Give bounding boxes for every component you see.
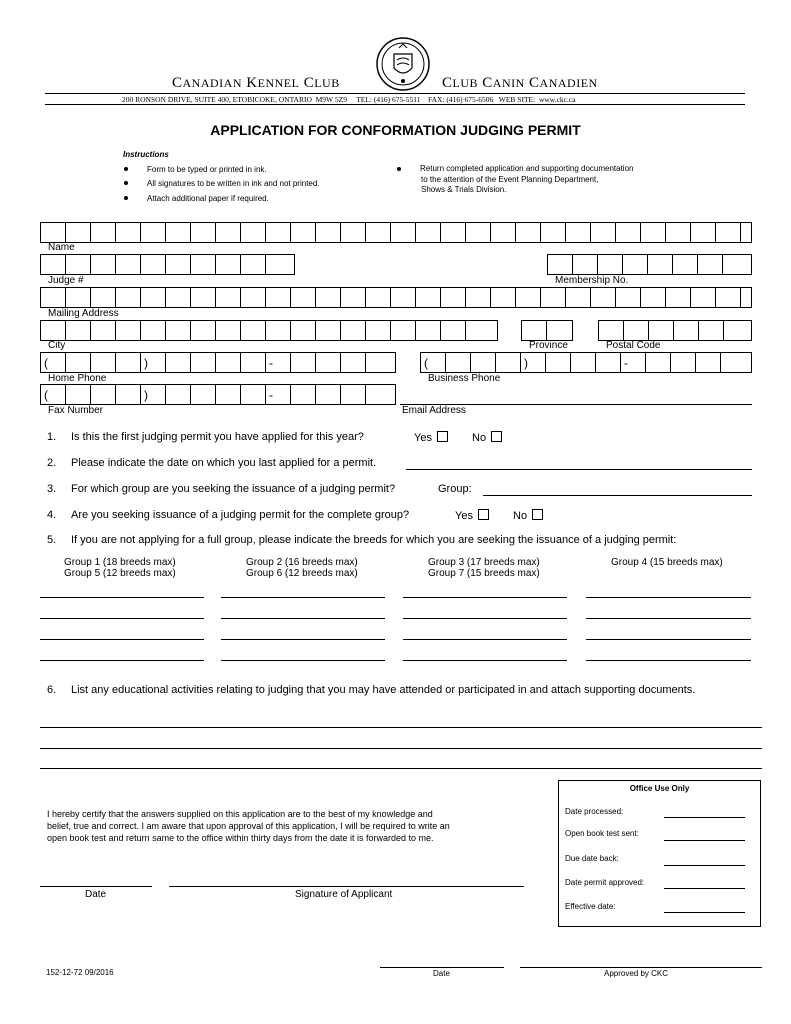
office-item-line[interactable] [664, 912, 745, 913]
q2-answer-line[interactable] [406, 469, 752, 470]
breed-line[interactable] [40, 660, 204, 661]
q6-answer-line[interactable] [40, 768, 762, 769]
breed-line[interactable] [586, 639, 751, 640]
ckc-approval-label: Approved by CKC [604, 969, 669, 978]
judge-number-field[interactable] [40, 254, 295, 275]
email-label: Email Address [402, 405, 466, 416]
breed-line[interactable] [586, 597, 751, 598]
q1-number: 1. [47, 431, 57, 443]
breed-line[interactable] [40, 639, 204, 640]
instruction-right-line-1: Return completed application and supporting documentation [420, 164, 634, 173]
q3-number: 3. [47, 483, 57, 495]
no-label: No [472, 432, 487, 444]
postal-code-label: Postal Code [606, 340, 661, 351]
group-4-label: Group 4 (15 breeds max) [611, 557, 723, 568]
office-item-line[interactable] [664, 840, 745, 841]
q1-yes-checkbox[interactable] [437, 431, 448, 442]
q4-number: 4. [47, 509, 57, 521]
breed-line[interactable] [586, 618, 751, 619]
q3-text: For which group are you seeking the issuance of a judging permit? [71, 483, 396, 495]
header-rule-top [45, 93, 745, 94]
membership-number-label: Membership No. [555, 275, 629, 286]
page-title: APPLICATION FOR CONFORMATION JUDGING PERMIT [210, 122, 581, 138]
form-number: 152-12-72 09/2016 [46, 968, 114, 977]
paren-close: ) [141, 385, 166, 404]
office-item-label: Date processed: [565, 807, 624, 816]
applicant-date-label: Date [85, 889, 107, 900]
ckc-date-label: Date [433, 969, 450, 978]
home-phone-label: Home Phone [48, 373, 107, 384]
paren-open: ( [41, 385, 66, 404]
instruction-right-line-3: Shows & Trials Division. [421, 185, 507, 194]
paren-close: ) [141, 353, 166, 372]
org-address: 200 RONSON DRIVE, SUITE 400, ETOBICOKE, ONTARIO M9W 5Z9 TEL: (416) 675-5511 FAX: (416) 675-6506 WEB SITE: www.ckc.ca [122, 95, 576, 104]
q4-no-option[interactable] [513, 509, 543, 522]
breed-line[interactable] [221, 618, 385, 619]
breed-line[interactable] [403, 639, 567, 640]
breed-line[interactable] [40, 618, 204, 619]
mailing-address-label: Mailing Address [48, 308, 119, 319]
instructions-heading: Instructions [123, 150, 169, 159]
ckc-date-line[interactable] [380, 967, 504, 968]
province-field[interactable] [521, 320, 573, 341]
org-name-english: CANADIAN KENNEL CLUB [172, 75, 340, 91]
group-7-label: Group 7 (15 breeds max) [428, 568, 540, 579]
office-use-box [558, 780, 761, 927]
paren-open: ( [41, 353, 66, 372]
office-item-label: Open book test sent: [565, 829, 639, 838]
name-label: Name [48, 242, 75, 253]
name-field[interactable] [40, 222, 752, 243]
q6-text: List any educational activities relating to judging that you may have attended or participated in and attach supporting documents. [71, 684, 696, 696]
applicant-signature-label: Signature of Applicant [295, 889, 393, 900]
q3-group-label: Group: [438, 483, 472, 495]
yes-label: Yes [455, 510, 473, 522]
instruction-item: Form to be typed or printed in ink. [147, 165, 267, 174]
mailing-address-field[interactable] [40, 287, 752, 308]
group-2-label: Group 2 (16 breeds max) [246, 557, 358, 568]
city-label: City [48, 340, 66, 351]
fax-number-field[interactable] [40, 384, 396, 405]
breed-line[interactable] [221, 597, 385, 598]
office-use-heading: Office Use Only [629, 784, 690, 793]
breed-line[interactable] [221, 639, 385, 640]
business-phone-field[interactable] [420, 352, 752, 373]
ckc-logo [375, 36, 431, 92]
postal-code-field[interactable] [598, 320, 752, 341]
q1-yes-option[interactable] [414, 431, 448, 444]
q6-answer-line[interactable] [40, 727, 762, 728]
dash: - [266, 385, 291, 404]
q3-group-answer-line[interactable] [483, 495, 752, 496]
q4-yes-checkbox[interactable] [478, 509, 489, 520]
q1-no-checkbox[interactable] [491, 431, 502, 442]
breed-line[interactable] [403, 597, 567, 598]
q5-text: If you are not applying for a full group, please indicate the breeds for which you are seeking the issuance of a judging permit: [71, 534, 677, 546]
yes-label: Yes [414, 432, 432, 444]
paren-open: ( [421, 353, 446, 372]
breed-line[interactable] [221, 660, 385, 661]
home-phone-field[interactable] [40, 352, 396, 373]
breed-line[interactable] [40, 597, 204, 598]
q4-text: Are you seeking issuance of a judging permit for the complete group? [71, 509, 410, 521]
province-label: Province [529, 340, 568, 351]
group-6-label: Group 6 (12 breeds max) [246, 568, 358, 579]
q6-number: 6. [47, 684, 57, 696]
q6-answer-line[interactable] [40, 748, 762, 749]
group-5-label: Group 5 (12 breeds max) [64, 568, 176, 579]
office-item-line[interactable] [664, 817, 745, 818]
membership-number-field[interactable] [547, 254, 752, 275]
applicant-signature-line[interactable] [169, 886, 524, 887]
q2-text: Please indicate the date on which you last applied for a permit. [71, 457, 377, 469]
bullet-icon [124, 196, 128, 200]
bullet-icon [124, 167, 128, 171]
certify-line-1: I hereby certify that the answers supplied on this application are to the best of my knowledge and [47, 809, 433, 819]
header-rule-bottom [45, 104, 745, 105]
instruction-right-line-2: to the attention of the Event Planning Department, [421, 175, 599, 184]
breed-line[interactable] [586, 660, 751, 661]
dash: - [266, 353, 291, 372]
instruction-item: Attach additional paper if required. [147, 194, 269, 203]
q2-number: 2. [47, 457, 57, 469]
q1-text: Is this the first judging permit you have applied for this year? [71, 431, 364, 443]
office-item-label: Effective date: [565, 902, 616, 911]
q5-number: 5. [47, 534, 57, 546]
city-field[interactable] [40, 320, 498, 341]
fax-number-label: Fax Number [48, 405, 104, 416]
office-item-label: Date permit approved: [565, 878, 645, 887]
office-item-label: Due date back: [565, 854, 619, 863]
certify-line-3: open book test and return same to the office within thirty days from the date it is forwarded to me. [47, 833, 434, 843]
org-name-french: CLUB CANIN CANADIEN [442, 75, 598, 91]
office-item-line[interactable] [664, 865, 745, 866]
breed-line[interactable] [403, 660, 567, 661]
q4-yes-option[interactable] [455, 509, 489, 522]
judge-number-label: Judge # [48, 275, 84, 286]
business-phone-label: Business Phone [428, 373, 501, 384]
instruction-item: All signatures to be written in ink and not printed. [147, 179, 320, 188]
breed-line[interactable] [403, 618, 567, 619]
q1-no-option[interactable] [472, 431, 502, 444]
dash: - [621, 353, 646, 372]
paren-close: ) [521, 353, 546, 372]
group-1-label: Group 1 (18 breeds max) [64, 557, 176, 568]
office-item-line[interactable] [664, 888, 745, 889]
no-label: No [513, 510, 528, 522]
bullet-icon [124, 181, 128, 185]
group-3-label: Group 3 (17 breeds max) [428, 557, 540, 568]
bullet-icon [397, 167, 401, 171]
q4-no-checkbox[interactable] [532, 509, 543, 520]
ckc-approval-line[interactable] [520, 967, 762, 968]
applicant-date-line[interactable] [40, 886, 152, 887]
certify-line-2: belief, true and correct. I am aware that upon approval of this application, I will be required to write an [47, 821, 450, 831]
